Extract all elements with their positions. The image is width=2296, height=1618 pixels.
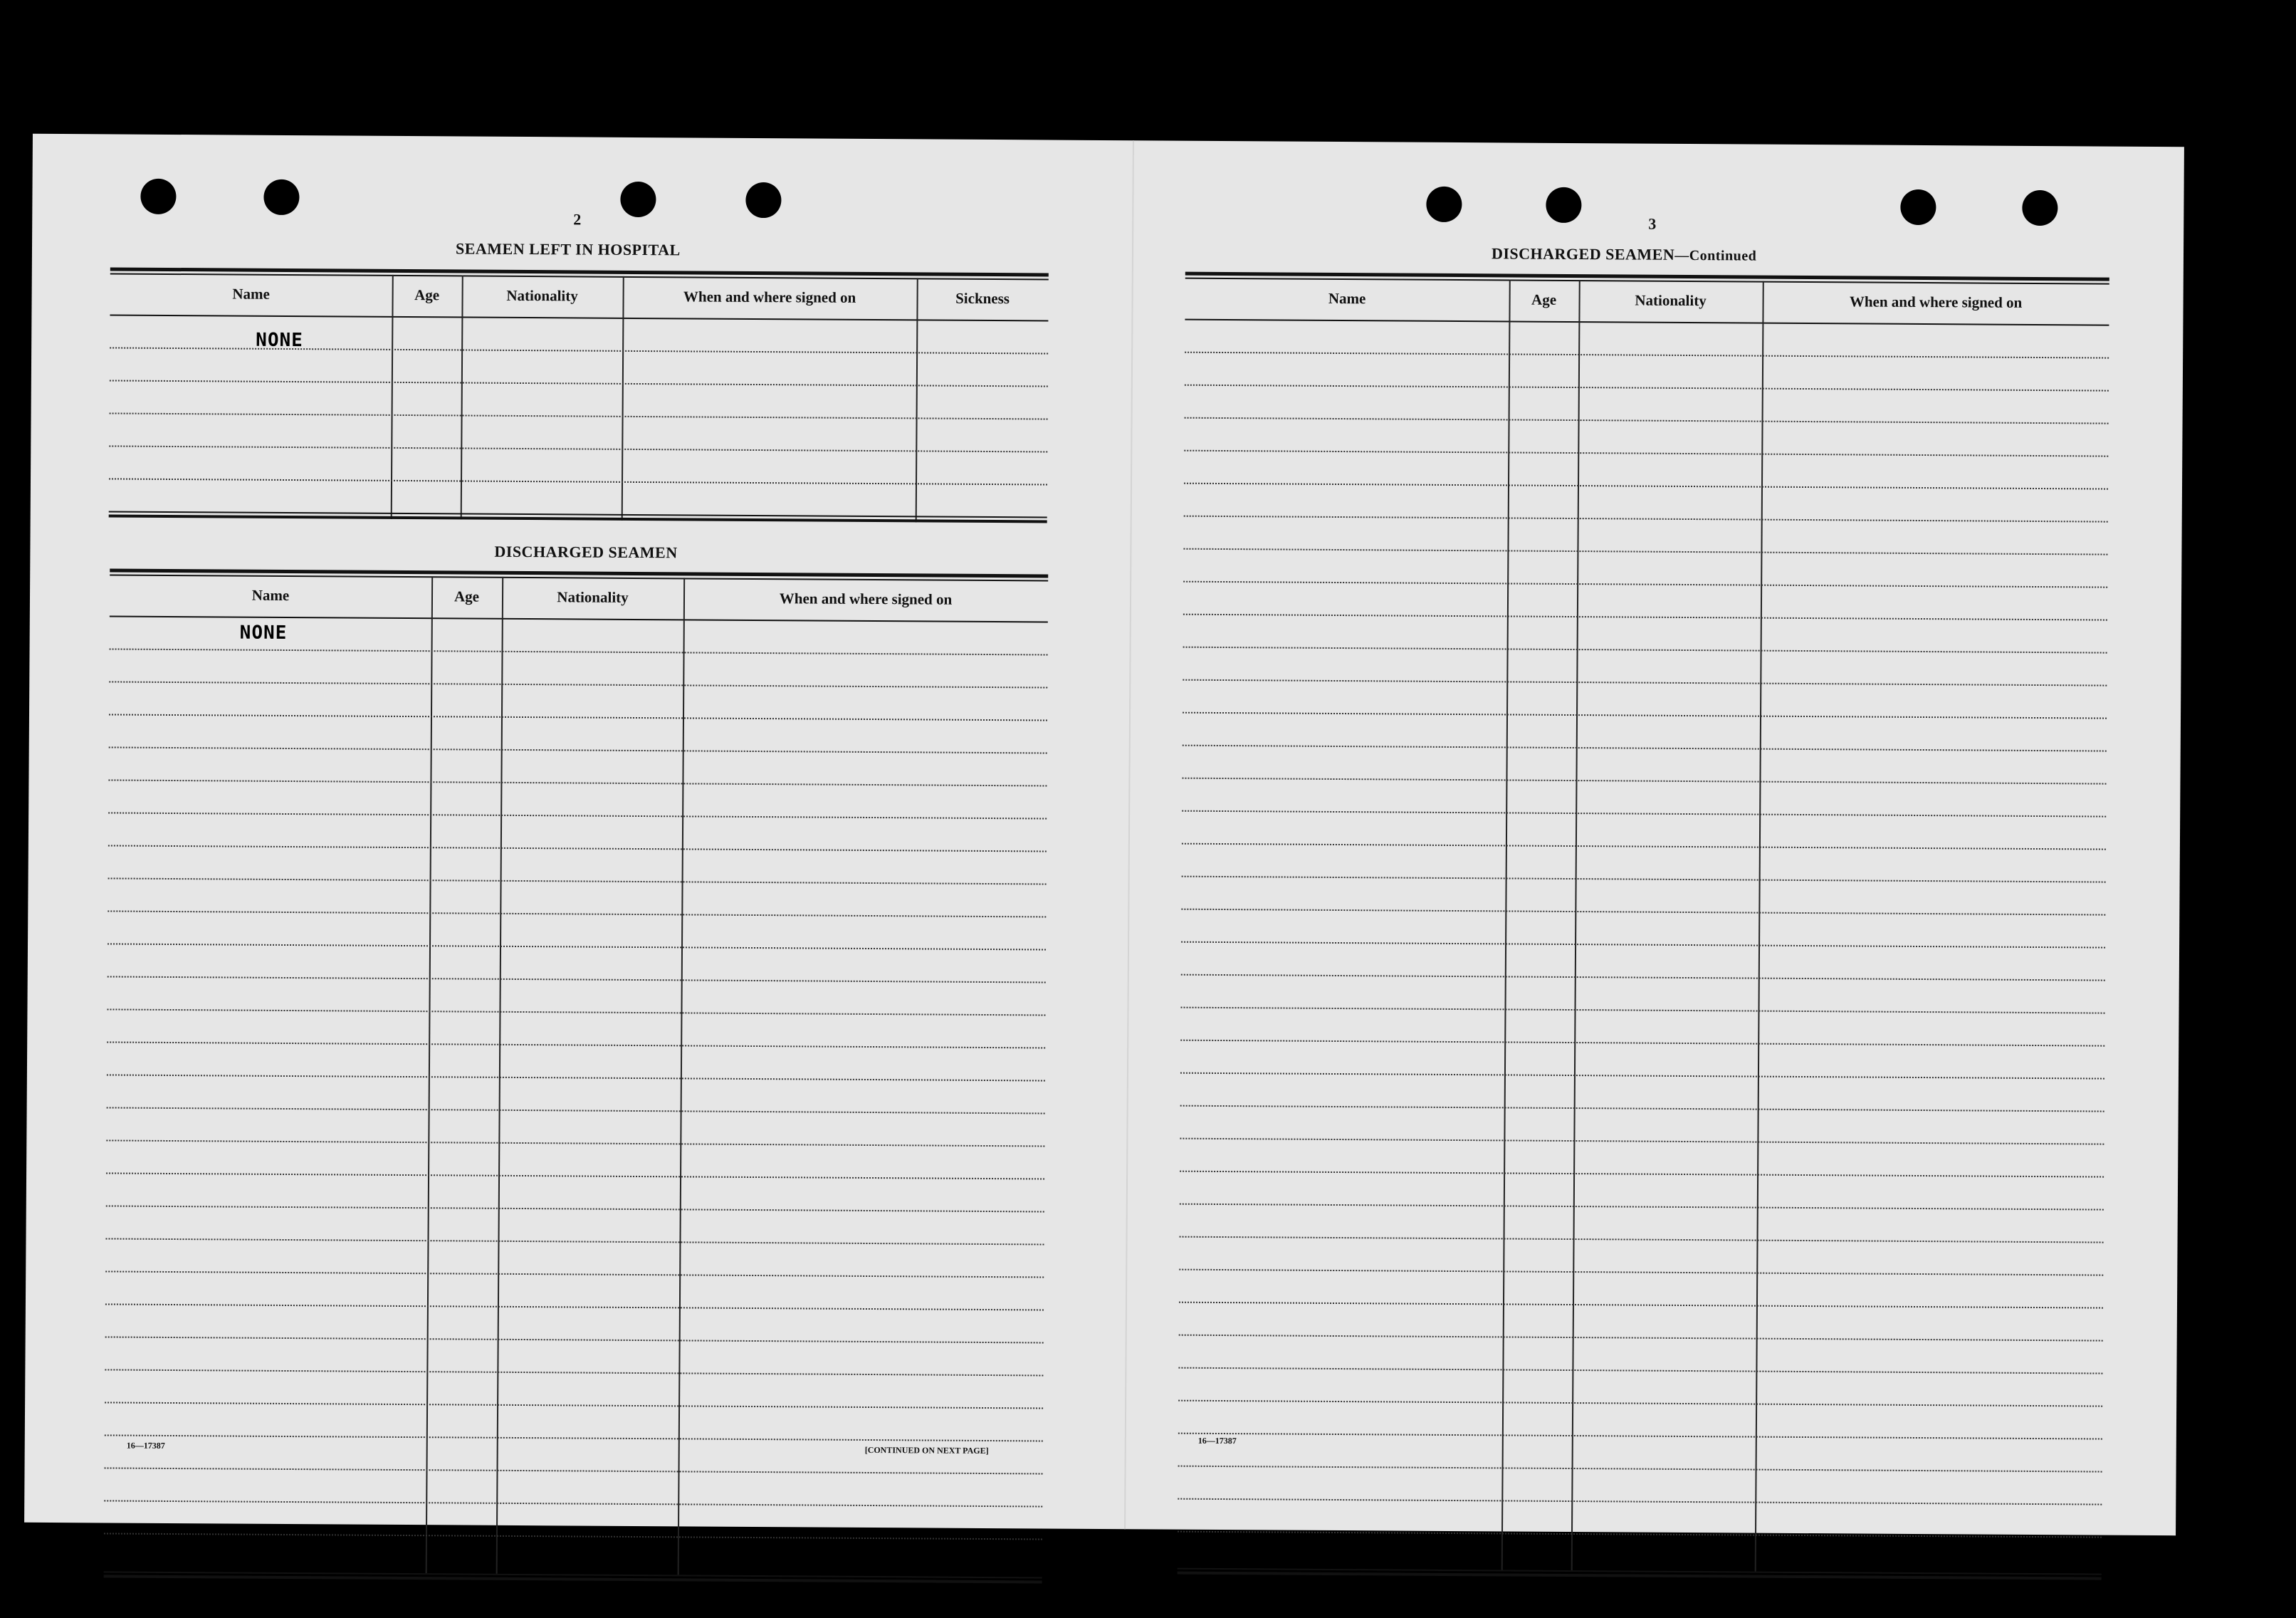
discharged-continued-title-text: DISCHARGED SEAMEN — [1491, 244, 1675, 263]
column-header: Age — [1531, 291, 1557, 308]
table-row-rule — [110, 648, 1048, 655]
table-row-rule — [104, 1533, 1042, 1540]
discharged-section-title: DISCHARGED SEAMEN — [494, 542, 678, 562]
table-row-rule — [1183, 614, 2107, 621]
table-row-rule — [105, 1467, 1043, 1474]
table-row-rule — [106, 1172, 1044, 1179]
hospital-entry-name: NONE — [256, 329, 303, 352]
table-row-rule — [109, 746, 1047, 753]
table-row-rule — [108, 779, 1047, 786]
table-row-rule — [108, 877, 1047, 884]
table-row-rule — [1184, 516, 2108, 523]
table-row-rule — [1183, 647, 2107, 654]
discharged-continued-table — [1178, 272, 2109, 1581]
table-row-rule — [1182, 778, 2106, 785]
table-row-rule — [1180, 1105, 2104, 1112]
table-row-rule — [1182, 810, 2106, 818]
column-header: Age — [454, 588, 480, 605]
form-code-left: 16—17387 — [126, 1440, 165, 1451]
column-header: When and where signed on — [779, 590, 953, 608]
hospital-table — [109, 267, 1049, 526]
column-header: Name — [232, 285, 270, 303]
table-row-rule — [1185, 417, 2109, 424]
column-header: Sickness — [955, 289, 1010, 308]
discharged-entry-name: NONE — [239, 622, 288, 644]
table-row-rule — [107, 1008, 1045, 1016]
table-row-rule — [1181, 974, 2105, 981]
table-row-rule — [107, 1041, 1045, 1048]
table-row-rule — [1178, 1531, 2102, 1538]
table-row-rule — [1178, 1433, 2102, 1440]
table-row-rule — [1183, 745, 2107, 752]
table-row-rule — [1183, 548, 2107, 555]
punch-hole — [1426, 187, 1462, 222]
table-row-rule — [106, 1139, 1044, 1147]
table-row-rule — [105, 1434, 1043, 1441]
page-number-left: 2 — [573, 210, 582, 229]
table-row-rule — [104, 1500, 1042, 1507]
table-row-rule — [1181, 941, 2105, 949]
table-row-rule — [1180, 1236, 2104, 1243]
continued-suffix: —Continued — [1674, 247, 1757, 264]
table-row-rule — [1183, 581, 2107, 588]
table-row-rule — [1182, 876, 2106, 883]
form-code-right: 16—17387 — [1197, 1435, 1237, 1446]
column-header: Nationality — [506, 286, 578, 305]
table-row-rule — [107, 1107, 1045, 1114]
table-row-rule — [1181, 1007, 2105, 1014]
table-row-rule — [105, 1303, 1044, 1310]
table-row-rule — [105, 1369, 1043, 1376]
table-row-rule — [1180, 1040, 2104, 1047]
punch-hole — [140, 179, 176, 214]
table-row-rule — [1180, 1072, 2104, 1080]
punch-hole — [1546, 187, 1581, 223]
table-row-rule — [1185, 385, 2109, 392]
table-row-rule — [1180, 1204, 2104, 1211]
table-row-rule — [109, 714, 1047, 721]
table-row-rule — [1178, 1400, 2102, 1407]
table-row-rule — [105, 1270, 1044, 1278]
table-row-rule — [1178, 1466, 2102, 1473]
column-header: When and where signed on — [683, 288, 856, 306]
table-row-rule — [107, 1074, 1045, 1081]
table-row-rule — [1180, 1138, 2104, 1145]
table-bottom-rule — [1178, 1568, 2102, 1580]
table-row-rule — [108, 943, 1046, 950]
table-row-rule — [1184, 483, 2108, 490]
page-fold — [1124, 140, 1134, 1529]
table-row-rule — [108, 976, 1046, 983]
column-header: Nationality — [557, 588, 629, 606]
discharged-table — [104, 568, 1049, 1584]
table-row-rule — [1183, 712, 2107, 719]
page-number-right: 3 — [1648, 214, 1657, 233]
table-row-rule — [105, 1402, 1043, 1409]
table-row-rule — [1182, 843, 2106, 850]
table-row-rule — [1179, 1302, 2103, 1309]
table-bottom-rule — [104, 1571, 1042, 1583]
punch-hole — [620, 182, 656, 217]
table-row-rule — [1178, 1367, 2102, 1374]
punch-hole — [745, 182, 781, 218]
table-row-rule — [106, 1205, 1044, 1212]
table-row-rule — [108, 910, 1046, 917]
table-row-rule — [1179, 1269, 2103, 1276]
table-row-rule — [1180, 1171, 2104, 1178]
table-row-rule — [108, 812, 1047, 819]
table-row-rule — [1183, 679, 2107, 687]
table-row-rule — [1181, 909, 2105, 916]
column-header: Name — [251, 586, 290, 605]
table-row-rule — [1185, 352, 2109, 359]
table-row-rule — [1178, 1498, 2102, 1505]
column-header: Nationality — [1635, 291, 1707, 310]
continued-note: [CONTINUED ON NEXT PAGE] — [864, 1444, 989, 1456]
hospital-section-title: SEAMEN LEFT IN HOSPITAL — [455, 239, 681, 259]
punch-hole — [2022, 190, 2058, 226]
table-row-rule — [106, 1238, 1044, 1245]
table-row-rule — [1184, 450, 2108, 457]
column-header: When and where signed on — [1849, 293, 2023, 311]
column-header: Name — [1328, 289, 1366, 308]
discharged-continued-title — [1492, 244, 1756, 264]
table-row-rule — [109, 681, 1047, 688]
punch-hole — [263, 179, 299, 215]
table-row-rule — [108, 845, 1047, 852]
table-row-rule — [1179, 1335, 2103, 1342]
column-header: Age — [414, 286, 440, 304]
document-sheet — [24, 134, 2184, 1535]
table-row-rule — [105, 1336, 1044, 1343]
punch-hole — [1900, 189, 1936, 225]
